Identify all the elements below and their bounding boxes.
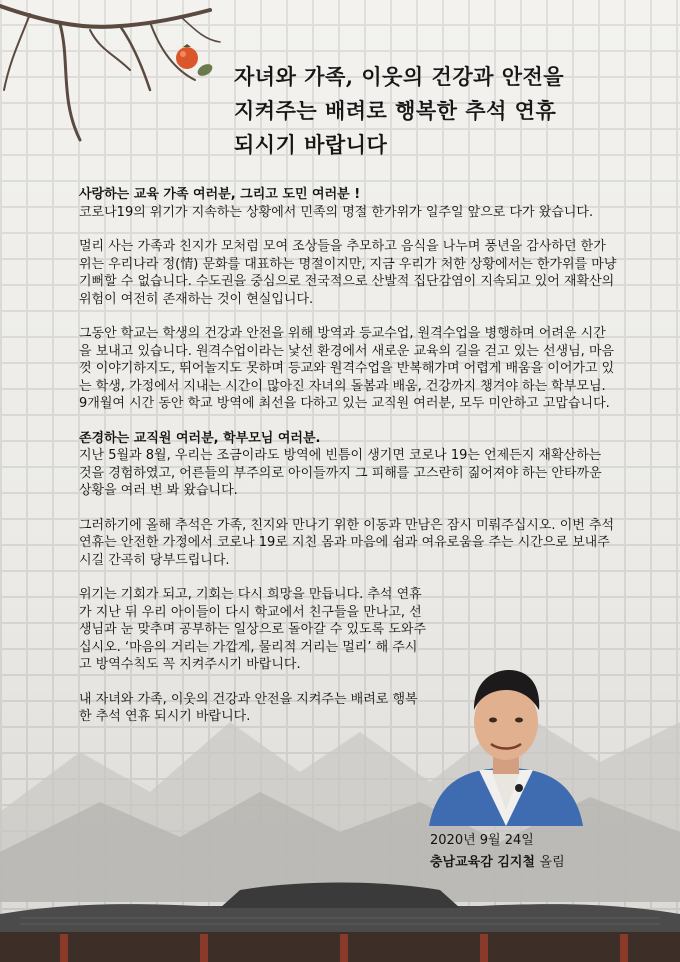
body-paragraph: 그러하기에 올해 추석은 가족, 친지와 만나기 위한 이동과 만남은 잠시 미뤄주십시오. 이번 추석 연휴는 안전한 가정에서 코로나 19로 지친 몸과 마음에 쉼과 여유로움을 주는 시간으로 보내주시길 간곡히 당부드립니다. [79,517,615,568]
persimmon-branch [0,0,250,170]
signature-suffix: 올림 [539,855,565,870]
section-heading: 사랑하는 교육 가족 여러분, 그리고 도민 여러분 ! [79,187,361,202]
body-paragraph: 코로나19의 위기가 지속하는 상황에서 민족의 명절 한가위가 일주일 앞으로 다가 왔습니다. [79,204,594,220]
title-line: 되시기 바랍니다 [234,132,388,157]
superintendent-portrait [419,660,593,826]
signature-name: 충남교육감 김지철 [430,855,535,870]
body-paragraph: 위기는 기회가 되고, 기회는 다시 희망을 만듭니다. 추석 연휴가 지난 뒤 우리 아이들이 다시 학교에서 친구들을 만나고, 선생님과 눈 맞추며 공부하는 일상으로 돌아갈 수 있도록 도와주십시오. ‘마음의 거리는 가깝게, 물리적 거리는 멀리’ 해 주시고 방역수칙도 꼭 지켜주시기 바랍니다. [79,587,427,672]
signature-date: 2020년 9월 24일 [430,833,534,848]
body-paragraph: 내 자녀와 가족, 이웃의 건강과 안전을 지켜주는 배려로 행복한 추석 연휴 되시기 바랍니다. [79,691,418,724]
hanok-roof [0,862,680,962]
letter-title [234,60,654,162]
title-line: 자녀와 가족, 이웃의 건강과 안전을 [234,64,565,89]
section-heading: 존경하는 교직원 여러분, 학부모님 여러분. [79,430,321,446]
body-paragraph: 멀리 사는 가족과 친지가 모처럼 모여 조상들을 추모하고 음식을 나누며 풍년을 감사하던 한가위는 우리나라 정(情) 문화를 대표하는 명절이지만, 지금 우리가 처한 상황에서는 한가위를 마냥 기뻐할 수 없습니다. 수도권을 중심으로 전국적으로 산발적 집단감염이 지속되고 있어 재확산의 위험이 여전히 존재하는 것이 현실입니다. [79,239,617,307]
title-line: 지켜주는 배려로 행복한 추석 연휴 [234,98,557,123]
body-paragraph: 그동안 학교는 학생의 건강과 안전을 위해 방역과 등교수업, 원격수업을 병행하며 어려운 시간을 보내고 있습니다. 원격수업이라는 낯선 환경에서 새로운 교육의 길을 걷고 있는 선생님, 마음껏 이야기하지도, 뛰어놀지도 못하며 등교와 원격수업을 반복해가며 어렵게 배움을 이어가고 있는 학생, 가정에서 지내는 시간이 많아진 자녀의 돌봄과 배움, 건강까지 챙겨야 하는 학부모님. 9개월여 시간 동안 학교 방역에 최선을 다하고 있는 교직원 여러분, 모두 미안하고 고맙습니다. [79,326,615,411]
body-paragraph: 지난 5월과 8월, 우리는 조금이라도 방역에 빈틈이 생기면 코로나 19는 언제든지 재확산하는 것을 경험하였고, 어른들의 부주의로 아이들까지 그 피해를 고스란히 짊어져야 하는 안타까운 상황을 여러 번 봐 왔습니다. [79,448,602,498]
letter-body [79,186,617,726]
